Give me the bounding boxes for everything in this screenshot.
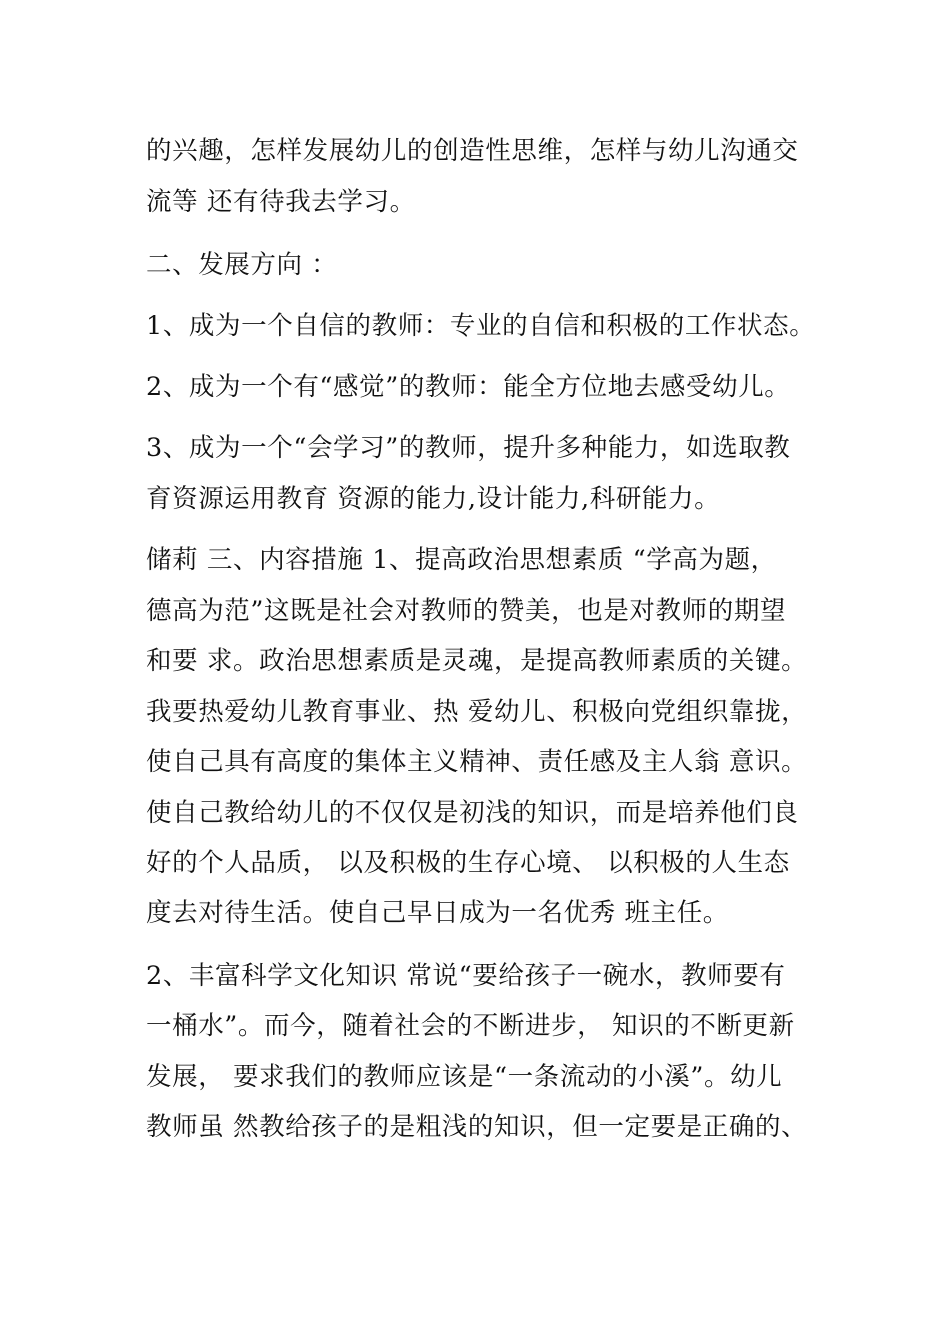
text-line: 的兴趣，怎样发展幼儿的创造性思维，怎样与幼儿沟通交 [146,136,799,166]
section-heading: 二、发展方向 ： [146,250,338,280]
text-line: 使自己具有高度的集体主义精神、责任感及主人翁 意识。 [146,747,808,777]
text-line: 好的个人品质， 以及积极的生存心境、 以积极的人生态 [146,848,790,878]
text-line: 我要热爱幼儿教育事业、热 爱幼儿、积极向党组织靠拢， [146,697,808,727]
text-line: 3、成为一个“会学习”的教师，提升多种能力，如选取教 [146,433,791,463]
text-line: 储莉 三、内容措施 1、提高政治思想素质 “学高为题， [146,545,777,575]
text-line: 育资源运用教育 资源的能力,设计能力,科研能力。 [146,484,721,514]
text-line: 发展， 要求我们的教师应该是“一条流动的小溪”。幼儿 [146,1062,783,1092]
text-line: 一桶水”。而今，随着社会的不断进步， 知识的不断更新 [146,1011,795,1041]
text-line: 和要 求。政治思想素质是灵魂，是提高教师素质的关键。 [146,646,808,676]
text-line: 2、丰富科学文化知识 常说“要给孩子一碗水，教师要有 [146,961,786,991]
text-line: 德高为范”这既是社会对教师的赞美，也是对教师的期望 [146,596,787,626]
text-line: 流等 还有待我去学习。 [146,187,416,217]
text-line: 2、成为一个有“感觉”的教师：能全方位地去感受幼儿。 [146,372,791,402]
text-line: 教师虽 然教给孩子的是粗浅的知识，但一定要是正确的、 [146,1112,808,1142]
text-line: 1、成为一个自信的教师：专业的自信和积极的工作状态。 [146,311,816,341]
text-line: 度去对待生活。使自己早日成为一名优秀 班主任。 [146,898,729,928]
text-line: 使自己教给幼儿的不仅仅是初浅的知识，而是培养他们良 [146,798,799,828]
